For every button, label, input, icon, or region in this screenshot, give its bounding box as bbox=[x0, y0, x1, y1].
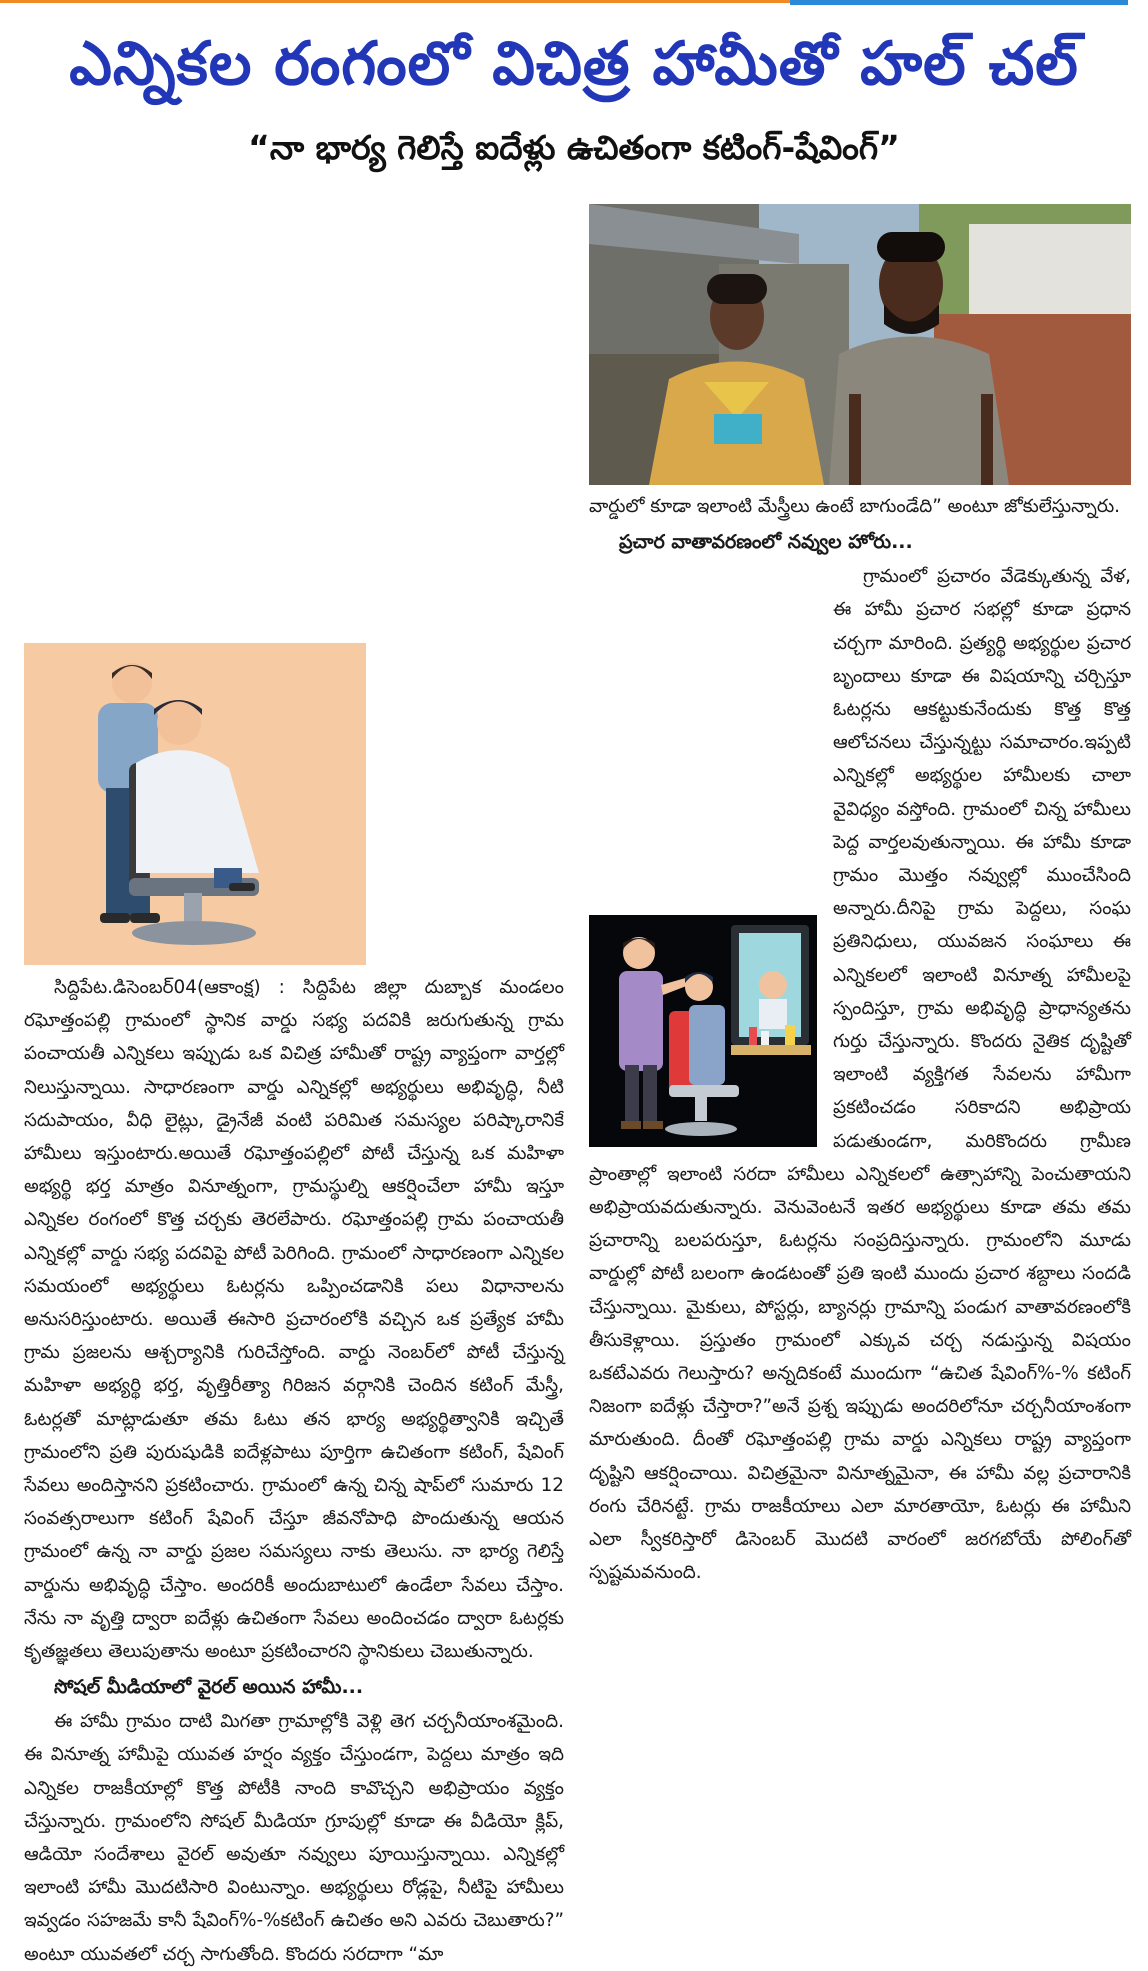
top-blue-stripe bbox=[790, 0, 1128, 5]
barber-haircut-illustration bbox=[24, 643, 366, 965]
left-paragraph-1: సిద్దిపేట.డిసెంబర్04(ఆకాంక్ష) : సిద్దిపేట జిల్లా దుబ్బాక మండలం రఘోత్తంపల్లి గ్రామంలో స్థానిక వార్డు సభ్య పదవికి జరుగుతున్న గ్రామ పంచాయతీ ఎన్నికలు ఇప్పుడు ఒక విచిత్ర హామీతో రాష్ట్ర వ్యాప్తంగా వార్తల్లో నిలుస్తున్నాయి. సాధారణంగా వార్డు ఎన్నికల్లో అభ్యర్థులు అభివృద్ధి, నీటి సదుపాయం, వీధి లైట్లు, డ్రైనేజీ వంటి పరిమిత సమస్యల పరిష్కారానికే హామీలు ఇస్తుంటారు.అయితే రఘోత్తంపల్లిలో పోటీ చేస్తున్న ఒక మహిళా అభ్యర్థి భర్త మాత్రం వినూత్నంగా, గ్రామస్థుల్ని ఆకర్షించేలా హామీ ఇస్తూ ఎన్నికల రంగంలో కొత్త చర్చకు తెరలేపారు. రఘోత్తంపల్లి గ్రామ పంచాయతీ ఎన్నికల్లో వార్డు సభ్య పదవిపై పోటీ పెరిగింది. గ్రామంలో సాధారణంగా ఎన్నికల సమయంలో అభ్యర్థులు ఓటర్లను ఒప్పించడానికి పలు విధానాలను అనుసరిస్తుంటారు. అయితే ఈసారి ప్రచారంలోకి వచ్చిన ఒక ప్రత్యేక హామీ గ్రామ ప్రజలను ఆశ్చర్యానికి గురిచేస్తోంది. వార్డు నెంబర్‌లో పోటీ చేస్తున్న మహిళా అభ్యర్థి భర్త, వృత్తిరీత్యా గిరిజన వర్గానికి చెందిన కటింగ్ మేస్త్రీ, ఓటర్లతో మాట్లాడుతూ తమ ఓటు తన భార్య అభ్యర్థిత్వానికి ఇచ్చితే గ్రామంలోని ప్రతి పురుషుడికి ఐదేళ్లపాటు పూర్తిగా ఉచితంగా కటింగ్, షేవింగ్ సేవలు అందిస్తానని ప్రకటించారు. గ్రామంలో ఉన్న చిన్న షాప్‌లో సుమారు 12 సంవత్సరాలుగా కటింగ్ షేవింగ్ చేస్తూ జీవనోపాధి పొందుతున్న ఆయన గ్రామంలో ఉన్న నా వార్డు ప్రజల సమస్యలు నాకు తెలుసు. నా భార్య గెలిస్తే వార్డును అభివృద్ధి చేస్తాం. అందరికీ అందుబాటులో ఉండేలా సేవలు చేస్తాం. నేను నా వృత్తి ద్వారా ఐదేళ్లు ఉచితంగా సేవలు అందించడం ద్వారా ఓటర్లకు కృతజ్ఞతలు తెలుపుతాను అంటూ ప్రకటించారని స్థానికులు చెబుతున్నారు. bbox=[24, 977, 564, 1663]
barber-mirror-illustration bbox=[589, 915, 817, 1147]
couple-photo-drawing bbox=[589, 204, 1131, 485]
right-paragraph-1: వార్డులో కూడా ఇలాంటి మేస్త్రీలు ఉంటే బాగుండేది” అంటూ జోకులేస్తున్నారు. bbox=[589, 496, 1121, 517]
right-subheading-campaign: ప్రచార వాతావరణంలో నవ్వుల హోరు... bbox=[619, 531, 913, 554]
left-paragraph-2: ఈ హామీ గ్రామం దాటి మిగతా గ్రామాల్లోకి వెళ్లి తెగ చర్చనీయాంశమైంది. ఈ వినూత్న హామీపై యువత హర్షం వ్యక్తం చేస్తుండగా, పెద్దలు మాత్రం ఇది ఎన్నికల రాజకీయాల్లో కొత్త పోటీకి నాంది కావొచ్చని అభిప్రాయం వ్యక్తం చేస్తున్నారు. గ్రామంలోని సోషల్ మీడియా గ్రూపుల్లో కూడా ఈ వీడియో క్లిప్, ఆడియో సందేశాలు వైరల్ అవుతూ నవ్వులు పూయిస్తున్నాయి. ఎన్నికల్లో ఇలాంటి హామీ మొదటిసారి వింటున్నాం. అభ్యర్థులు రోడ్లపై, నీటిపై హామీలు ఇవ్వడం సహజమే కానీ షేవింగ్%-%కటింగ్ ఉచితం అని ఎవరు చెబుతారు?” అంటూ యువతలో చర్చ సాగుతోంది. కొందరు సరదాగా “మా bbox=[24, 1711, 564, 1965]
couple-photo bbox=[589, 204, 1131, 485]
right-paragraph-2: గ్రామంలో ప్రచారం వేడెక్కుతున్న వేళ, ఈ హామీ ప్రచార సభల్లో కూడా ప్రధాన చర్చగా మారింది. ప్రత్యర్థి అభ్యర్థుల ప్రచార బృందాలు కూడా ఈ విషయాన్ని చర్చిస్తూ ఓటర్లను ఆకట్టుకునేందుకు కొత్త కొత్త ఆలోచనలు చేస్తున్నట్టు సమాచారం.ఇప్పటి ఎన్నికల్లో అభ్యర్థుల హామీలకు చాలా వైవిధ్యం వస్తోంది. గ్రామంలో చిన్న హామీలు పెద్ద వార్తలవుతున్నాయి. ఈ హామీ కూడా గ్రామం మొత్తం నవ్వుల్లో ముంచేసింది అన్నారు.దీనిపై గ్రామ పెద్దలు, సంఘ ప్రతినిధులు, యువజన సంఘాలు ఈ ఎన్నికలలో ఇలాంటి వినూత్న హామీలపై స్పందిస్తూ, గ్రామ అభివృద్ధి ప్రాధాన్యతను గుర్తు చేస్తున్నారు. కొందరు నైతిక దృష్టితో ఇలాంటి వ్యక్తిగత సేవలను హామీగా ప్రకటించడం సరికాదని అభిప్రాయ పడుతుండగా, మరికొందరు గ్రామీణ ప్రాంతాల్లో ఇలాంటి సరదా హామీలు ఎన్నికలలో ఉత్సాహాన్ని పెంచుతాయని అభిప్రాయవదుతున్నారు. వెనువెంటనే ఇతర అభ్యర్థులు కూడా తమ తమ ప్రచారాన్ని బలపరుస్తూ, ఓటర్లను సంప్రదిస్తున్నారు. గ్రామంలోని మూడు వార్డుల్లో పోటీ బలంగా ఉండటంతో ప్రతి ఇంటి ముందు ప్రచార శబ్దాలు సందడి చేస్తున్నాయి. మైకులు, పోస్టర్లు, బ్యానర్లు గ్రామాన్ని పండుగ వాతావరణంలోకి తీసుకెళ్లాయి. ప్రస్తుతం గ్రామంలో ఎక్కువ చర్చ నడుస్తున్న విషయం ఒకటేఎవరు గెలుస్తారు? అన్నదికంటే ముందుగా “ఉచిత షేవింగ్%-% కటింగ్ నిజంగా ఐదేళ్లు చేస్తారా?”అనే ప్రశ్న ఇప్పుడు అందరిలోనూ చర్చనీయాంశంగా మారుతుంది. దీంతో రఘోత్తంపల్లి గ్రామ వార్డు ఎన్నికలు రాష్ట్ర వ్యాప్తంగా దృష్టిని ఆకర్షించాయి. విచిత్రమైనా వినూత్నమైనా, ఈ హామీ వల్ల ప్రచారానికి రంగు చేరినట్టే. గ్రామ రాజకీయాలు ఎలా మారతాయో, ఓటర్లు ఈ హామీని ఎలా స్వీకరిస్తారో డిసెంబర్ మొదటి వారంలో జరగబోయే పోలింగ్‌తో స్పష్టమవనుంది. bbox=[589, 566, 1131, 1584]
top-color-bar bbox=[0, 0, 1148, 6]
subheadline: “నా భార్య గెలిస్తే ఐదేళ్లు ఉచితంగా కటింగ్-షేవింగ్” bbox=[248, 128, 900, 167]
barber-illustration-right bbox=[589, 915, 817, 1147]
left-column bbox=[24, 180, 564, 1965]
right-column bbox=[589, 490, 1131, 1670]
barber-illustration-left bbox=[24, 643, 366, 965]
left-subheading-social-media: సోషల్ మీడియాలో వైరల్ అయిన హామీ... bbox=[54, 1676, 364, 1699]
top-orange-stripe bbox=[0, 0, 790, 3]
headline: ఎన్నికల రంగంలో విచిత్ర హామీతో హల్ చల్ bbox=[69, 29, 1079, 99]
